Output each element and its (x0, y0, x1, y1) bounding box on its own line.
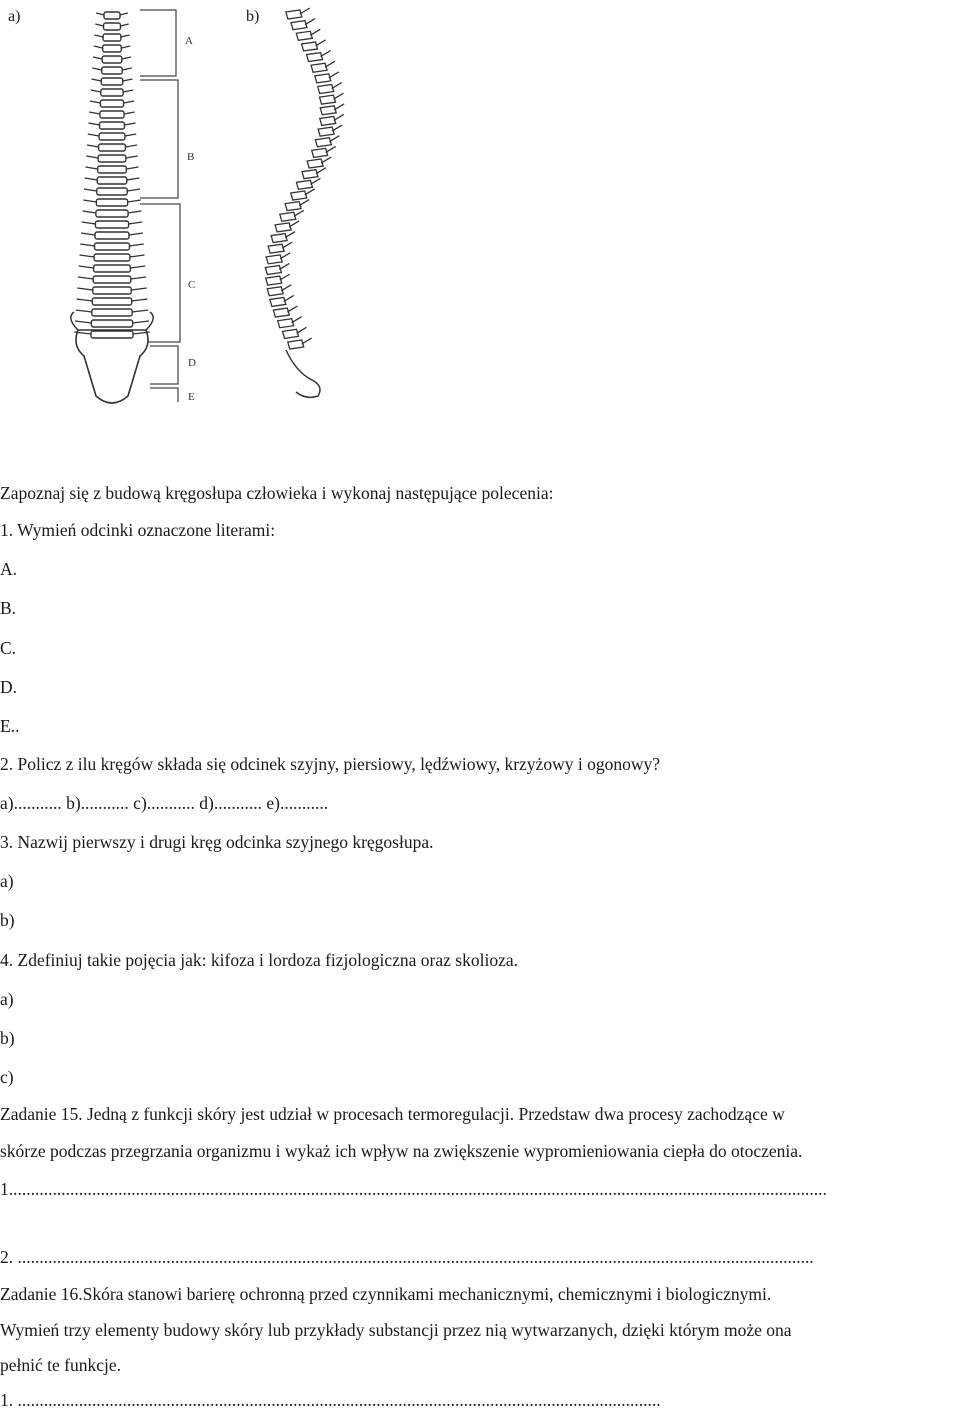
task-16-question-line-3: pełnić te funkcje. (0, 1355, 121, 1375)
figure-label-a: a) (8, 8, 21, 25)
task-4-question: 4. Zdefiniuj takie pojęcia jak: kifoza i lordoza fizjologiczna oraz skolioza. (0, 950, 518, 970)
spine-front-view (71, 12, 153, 403)
segment-label-d: D (188, 357, 196, 369)
segment-letters (185, 35, 196, 403)
task-16-question-line-2: Wymień trzy elementy budowy skóry lub przykłady substancji przez nią wytwarzanych, dzięki którym może ona (0, 1320, 792, 1340)
task-2-question: 2. Policz z ilu kręgów składa się odcinek szyjny, piersiowy, lędźwiowy, krzyżowy i ogonowy? (0, 754, 660, 774)
segment-label-c: C (188, 279, 196, 291)
task-15-question-line-2: skórze podczas przegrzania organizmu i wykaż ich wpływ na zwiększenie wypromieniowania ciepła do otoczenia. (0, 1141, 803, 1161)
task-3-answer-a: a) (0, 871, 14, 891)
intro-instruction: Zapoznaj się z budową kręgosłupa człowieka i wykonaj następujące polecenia: (0, 483, 554, 503)
task-15-answer-1: 1........................................................................................................................................................................................... (0, 1179, 827, 1199)
task-16-question-line-1: Zadanie 16.Skóra stanowi barierę ochronną przed czynnikami mechanicznymi, chemicznymi i biologicznymi. (0, 1284, 772, 1304)
task-3-answer-b: b) (0, 910, 15, 930)
task-3-question: 3. Nazwij pierwszy i drugi kręg odcinka szyjnego kręgosłupa. (0, 832, 434, 852)
task-15-question-line-1: Zadanie 15. Jedną z funkcji skóry jest udział w procesach termoregulacji. Przedstaw dwa procesy zachodzące w (0, 1104, 785, 1124)
task-1-answer-c: C. (0, 638, 17, 658)
task-4-answer-b: b) (0, 1028, 15, 1048)
segment-label-e: E (188, 391, 195, 403)
task-4-answer-a: a) (0, 989, 14, 1009)
task-16-answer-1: 1. ................................................................................................................................................... (0, 1390, 661, 1410)
segment-label-b: B (187, 151, 195, 163)
task-4-answer-c: c) (0, 1067, 14, 1087)
task-1-answer-e: E.. (0, 716, 20, 736)
task-2-answers: a)........... b)........... c)........... d)........... e)........... (0, 793, 329, 813)
spine-drawings (0, 0, 380, 420)
spine-figure (0, 0, 380, 420)
task-1-answer-d: D. (0, 677, 18, 697)
segment-label-a: A (185, 35, 193, 47)
task-1-answer-a: A. (0, 559, 18, 579)
task-1-answer-b: B. (0, 598, 17, 618)
task-15-answer-2: 2. ...................................................................................................................................................................................... (0, 1247, 814, 1267)
figure-label-b: b) (246, 8, 260, 25)
spine-side-view (265, 8, 344, 397)
task-1-question: 1. Wymień odcinki oznaczone literami: (0, 520, 276, 540)
segment-brackets (140, 10, 180, 402)
